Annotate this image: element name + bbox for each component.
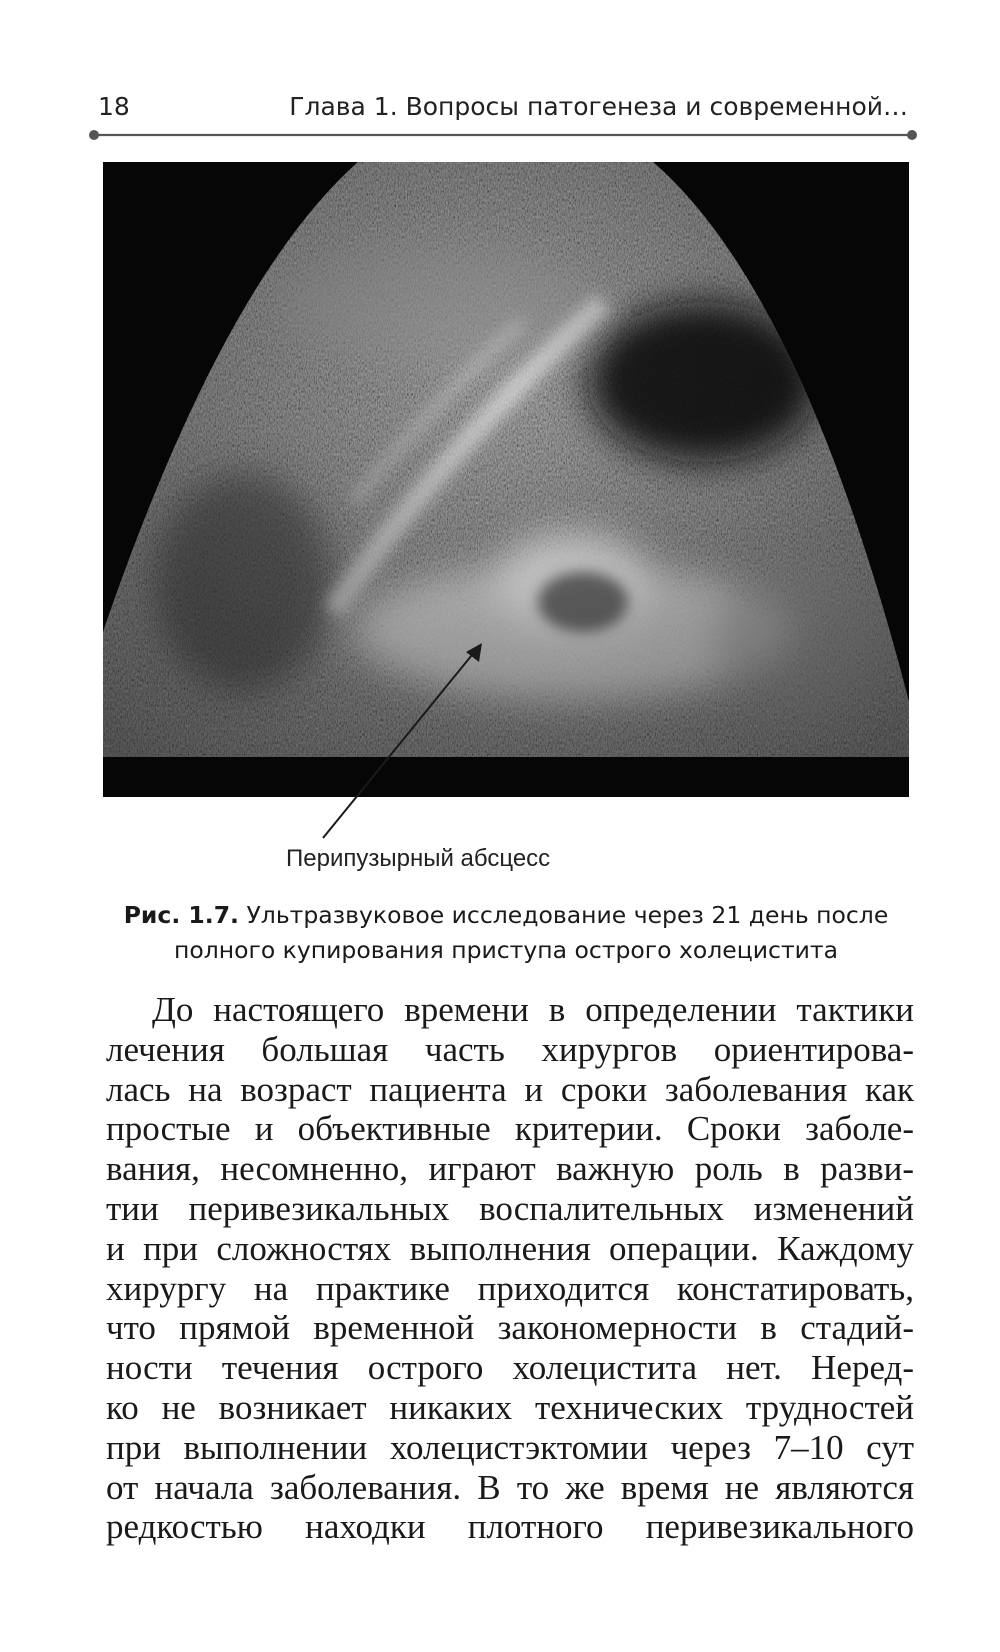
caption-label: Рис. 1.7. (123, 901, 239, 929)
body-line: при выполнении холецистэктомии через 7–10 сут (106, 1427, 914, 1467)
running-title: Глава 1. Вопросы патогенеза и современной… (289, 92, 908, 121)
body-paragraph (106, 990, 914, 1547)
body-line: До настоящего времени в определении тактики (152, 990, 914, 1029)
body-line: вания, несомненно, играют важную роль в разви- (106, 1149, 914, 1189)
body-line: лась на возраст пациента и сроки заболевания как (106, 1069, 914, 1109)
body-line: простые и объективные критерии. Сроки заболе- (106, 1109, 914, 1149)
body-line: тии перивезикальных воспалительных изменений (106, 1188, 914, 1228)
caption-line-1: Ультразвуковое исследование через 21 день после (246, 901, 889, 929)
header-rule (0, 126, 1000, 146)
body-line: хирургу на практике приходится констатировать, (106, 1268, 914, 1308)
body-line: ности течения острого холецистита нет. Неред- (106, 1348, 914, 1388)
running-header (94, 88, 914, 128)
caption-line-2: полного купирования приступа острого холецистита (173, 936, 838, 964)
body-line: и при сложностях выполнения операции. Каждому (106, 1228, 914, 1268)
body-line: ко не возникает никаких технических трудностей (106, 1387, 914, 1427)
body-line: лечения большая часть хирургов ориентирова- (106, 1029, 914, 1069)
body-line: что прямой временной закономерности в стадий- (106, 1308, 914, 1348)
figure-pointer-label: Перипузырный абсцесс (286, 845, 551, 872)
body-line: редкостью находки плотного перивезикального (106, 1507, 914, 1547)
body-line: от начала заболевания. В то же время не являются (106, 1467, 914, 1507)
ultrasound-image (103, 162, 909, 797)
page-number: 18 (98, 92, 130, 121)
figure-caption (100, 898, 912, 968)
